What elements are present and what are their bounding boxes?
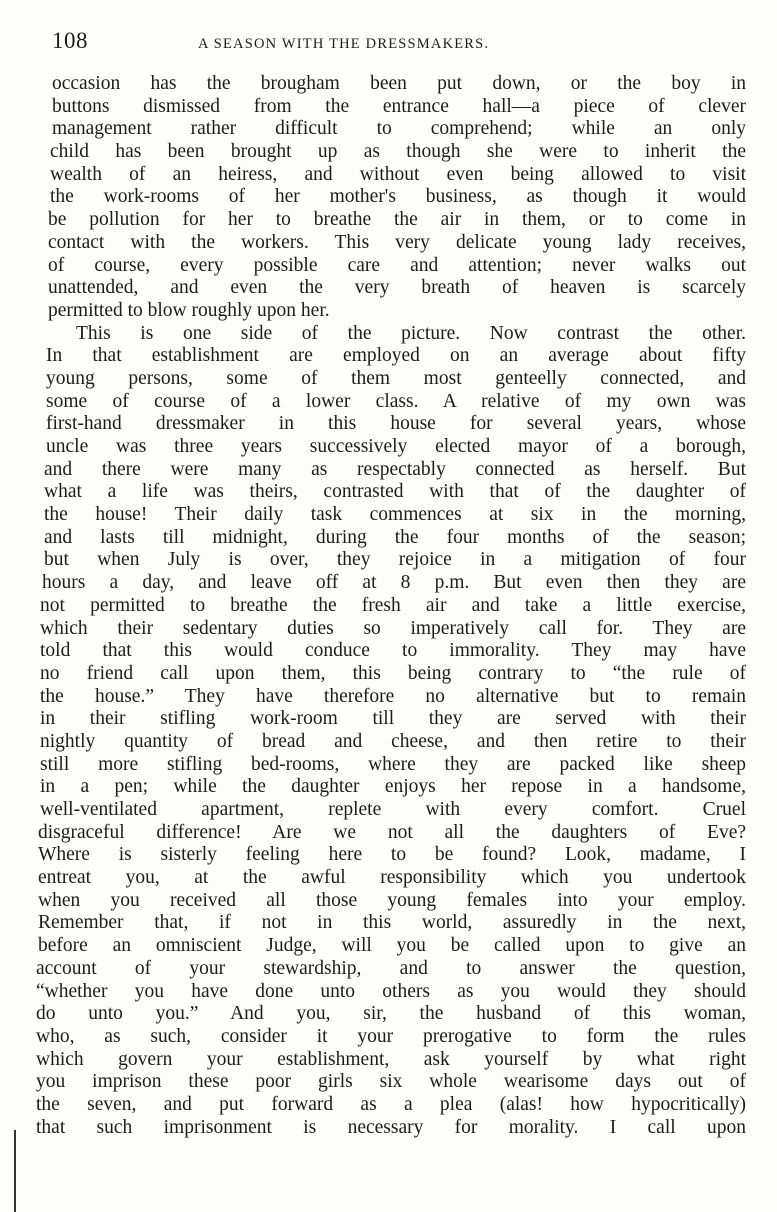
text-line: entreat you, at the awful responsibility which you undertook bbox=[38, 867, 746, 889]
text-line: occasion has the brougham been put down, or the boy in bbox=[52, 73, 746, 94]
text-line: well-ventilated apartment, replete with every comfort. Cruel bbox=[40, 799, 746, 820]
text-line: Remember that, if not in this world, assuredly in the next, bbox=[38, 912, 746, 934]
text-line: account of your stewardship, and to answer the question, bbox=[36, 957, 746, 979]
text-line: what a life was theirs, contrasted with that of the daughter of bbox=[44, 481, 746, 503]
text-line: This is one side of the picture. Now contrast the other. bbox=[76, 322, 746, 344]
text-line: no friend call upon them, this being contrary to “the rule of bbox=[40, 662, 746, 684]
text-line: be pollution for her to breathe the air in them, or to come in bbox=[48, 209, 746, 231]
text-line: not permitted to breathe the fresh air and take a little exercise, bbox=[40, 594, 746, 616]
text-line: buttons dismissed from the entrance hall—a piece of clever bbox=[52, 95, 746, 117]
text-line: in a pen; while the daughter enjoys her repose in a handsome, bbox=[40, 776, 746, 798]
text-line: young persons, some of them most genteelly connected, and bbox=[46, 367, 746, 389]
text-line: when you received all those young females into your employ. bbox=[38, 889, 746, 911]
text-line: nightly quantity of bread and cheese, and then retire to their bbox=[40, 730, 746, 752]
text-line: In that establishment are employed on an average about fifty bbox=[46, 345, 746, 367]
text-line: permitted to blow roughly upon her. bbox=[48, 299, 330, 321]
text-line: and lasts till midnight, during the four months of the season; bbox=[44, 526, 746, 548]
text-line: contact with the workers. This very delicate young lady receives, bbox=[48, 231, 746, 253]
text-line: some of course of a lower class. A relative of my own was bbox=[46, 390, 746, 412]
page-header bbox=[52, 28, 752, 58]
text-line: Where is sisterly feeling here to be found? Look, madame, I bbox=[38, 844, 746, 866]
text-line: “whether you have done unto others as you would they should bbox=[36, 980, 746, 1002]
text-line: of course, every possible care and attention; never walks out bbox=[48, 254, 746, 276]
text-line: you imprison these poor girls six whole wearisome days out of bbox=[36, 1071, 746, 1093]
text-line: uncle was three years successively elected mayor of a borough, bbox=[46, 436, 746, 457]
text-line: which govern your establishment, ask yourself by what right bbox=[36, 1048, 746, 1070]
text-line: but when July is over, they rejoice in a mitigation of four bbox=[44, 549, 746, 571]
text-line: disgraceful difference! Are we not all the daughters of Eve? bbox=[38, 821, 746, 843]
text-line: told that this would conduce to immorality. They may have bbox=[40, 640, 746, 662]
text-line: unattended, and even the very breath of heaven is scarcely bbox=[48, 277, 746, 299]
text-line: and there were many as respectably connected as herself. But bbox=[44, 458, 746, 480]
text-line: who, as such, consider it your prerogative to form the rules bbox=[36, 1025, 746, 1047]
text-line: do unto you.” And you, sir, the husband of this woman, bbox=[36, 1003, 746, 1025]
text-line: management rather difficult to comprehend; while an only bbox=[52, 118, 746, 140]
text-line: first-hand dressmaker in this house for several years, whose bbox=[46, 413, 746, 435]
text-line: still more stifling bed-rooms, where they are packed like sheep bbox=[40, 753, 746, 775]
text-line: the seven, and put forward as a plea (alas! how hypocritically) bbox=[36, 1093, 746, 1115]
text-line: child has been brought up as though she were to inherit the bbox=[50, 141, 746, 163]
text-line: the house.” They have therefore no alternative but to remain bbox=[40, 685, 746, 707]
text-line: in their stifling work-room till they are served with their bbox=[40, 708, 746, 730]
binding-edge-rule bbox=[14, 1130, 16, 1212]
body-text bbox=[36, 73, 746, 1139]
running-head: A SEASON WITH THE DRESSMAKERS. bbox=[198, 36, 490, 52]
text-line: before an omniscient Judge, will you be called upon to give an bbox=[38, 935, 746, 957]
text-line: which their sedentary duties so imperatively call for. They are bbox=[40, 617, 746, 639]
text-line: hours a day, and leave off at 8 p.m. But even then they are bbox=[42, 572, 746, 594]
text-line: wealth of an heiress, and without even being allowed to visit bbox=[50, 163, 746, 185]
page-number: 108 bbox=[52, 28, 88, 53]
text-line: that such imprisonment is necessary for morality. I call upon bbox=[36, 1116, 746, 1138]
text-line: the work-rooms of her mother's business, as though it would bbox=[50, 186, 746, 208]
text-line: the house! Their daily task commences at six in the morning, bbox=[44, 504, 746, 526]
